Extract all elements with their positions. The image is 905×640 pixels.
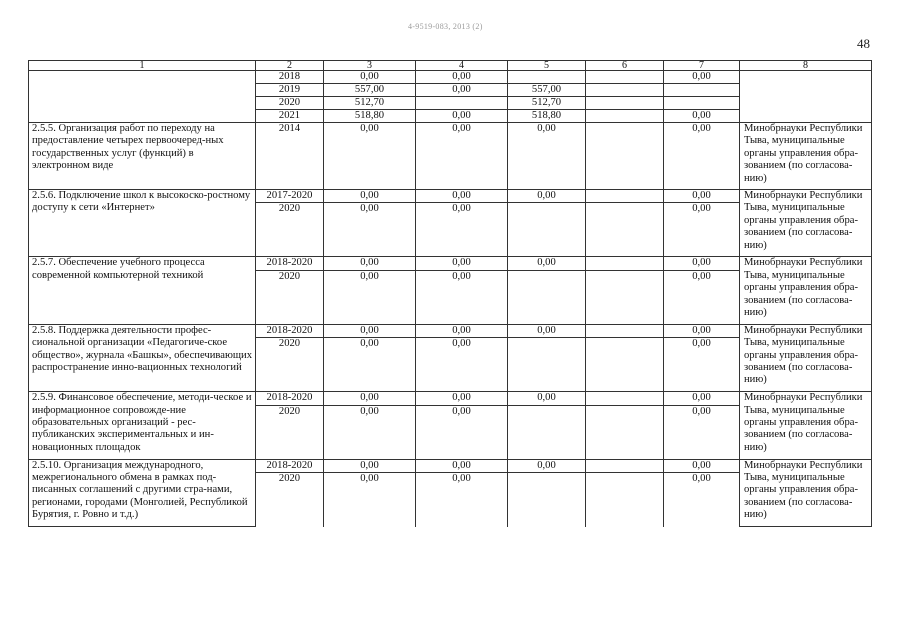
value-cell [664, 97, 740, 110]
period-cell: 2020 [256, 203, 324, 257]
period-cell: 2020 [256, 338, 324, 392]
year-cell: 2020 [256, 97, 324, 110]
column-header: 3 [324, 61, 416, 71]
value-cell [586, 270, 664, 324]
value-cell [508, 203, 586, 257]
period-cell: 2018-2020 [256, 324, 324, 337]
value-cell [586, 257, 664, 270]
value-cell: 0,00 [664, 392, 740, 405]
value-cell: 0,00 [324, 459, 416, 472]
value-cell [586, 203, 664, 257]
responsible-org: Минобрнауки Республики Тыва, муниципальные органы управления обра-зованием (по согласова-нию) [740, 257, 872, 324]
value-cell: 0,00 [664, 110, 740, 123]
period-cell: 2018-2020 [256, 392, 324, 405]
column-header: 1 [29, 61, 256, 71]
value-cell: 557,00 [508, 84, 586, 97]
value-cell [586, 459, 664, 472]
value-cell: 0,00 [416, 71, 508, 84]
value-cell: 0,00 [324, 257, 416, 270]
value-cell: 0,00 [664, 203, 740, 257]
value-cell: 0,00 [324, 405, 416, 459]
value-cell: 0,00 [416, 203, 508, 257]
value-cell: 512,70 [324, 97, 416, 110]
value-cell [508, 270, 586, 324]
value-cell [586, 473, 664, 527]
value-cell: 0,00 [508, 392, 586, 405]
value-cell: 0,00 [416, 405, 508, 459]
year-cell: 2019 [256, 84, 324, 97]
value-cell: 518,80 [324, 110, 416, 123]
column-header: 7 [664, 61, 740, 71]
value-cell: 0,00 [508, 459, 586, 472]
value-cell: 0,00 [324, 71, 416, 84]
value-cell: 0,00 [324, 392, 416, 405]
value-cell [586, 324, 664, 337]
measure-description: 2.5.6. Подключение школ к высокоско-ростному доступу к сети «Интернет» [29, 190, 256, 257]
value-cell: 0,00 [416, 190, 508, 203]
value-cell: 0,00 [324, 270, 416, 324]
measure-description: 2.5.10. Организация международного, межрегионального обмена в рамках под-писанных соглашений с другими стра-нами, регионами, городами (Монголией, Республикой Бурятия, г. Ровно и т.д.) [29, 459, 256, 526]
value-cell: 0,00 [416, 123, 508, 190]
value-cell: 0,00 [324, 203, 416, 257]
measure-description: 2.5.5. Организация работ по переходу на предоставление четырех первоочеред-ных государственных услуг (функций) в электронном виде [29, 123, 256, 190]
column-header: 2 [256, 61, 324, 71]
page-number: 48 [857, 36, 870, 51]
responsible-org: Минобрнауки Республики Тыва, муниципальные органы управления обра-зованием (по согласова-нию) [740, 392, 872, 459]
table-row [29, 190, 872, 203]
responsible-org: Минобрнауки Республики Тыва, муниципальные органы управления обра-зованием (по согласова-нию) [740, 123, 872, 190]
value-cell [664, 84, 740, 97]
value-cell [508, 473, 586, 527]
value-cell: 0,00 [416, 473, 508, 527]
value-cell [586, 97, 664, 110]
value-cell: 0,00 [324, 324, 416, 337]
value-cell: 0,00 [416, 459, 508, 472]
value-cell: 512,70 [508, 97, 586, 110]
table-header-row [29, 61, 872, 71]
period-cell: 2018-2020 [256, 257, 324, 270]
column-header: 6 [586, 61, 664, 71]
value-cell: 0,00 [508, 123, 586, 190]
period-cell: 2020 [256, 270, 324, 324]
year-cell: 2018 [256, 71, 324, 84]
measure-description: 2.5.7. Обеспечение учебного процесса современной компьютерной техникой [29, 257, 256, 324]
value-cell: 0,00 [416, 257, 508, 270]
value-cell: 0,00 [664, 338, 740, 392]
table-row [29, 459, 872, 472]
value-cell: 0,00 [416, 324, 508, 337]
value-cell: 0,00 [664, 123, 740, 190]
value-cell: 0,00 [416, 110, 508, 123]
year-cell: 2021 [256, 110, 324, 123]
program-table [28, 60, 872, 527]
value-cell: 0,00 [664, 257, 740, 270]
value-cell: 0,00 [416, 84, 508, 97]
period-cell: 2017-2020 [256, 190, 324, 203]
column-header: 4 [416, 61, 508, 71]
value-cell [586, 190, 664, 203]
value-cell [586, 110, 664, 123]
value-cell [586, 405, 664, 459]
value-cell [586, 71, 664, 84]
value-cell: 0,00 [324, 123, 416, 190]
value-cell: 0,00 [508, 257, 586, 270]
measure-description: 2.5.8. Поддержка деятельности профес-сиональной организации «Педагогиче-ское общество», журнала «Башкы», обеспечивающих распространение инно-вационных технологий [29, 324, 256, 391]
value-cell: 518,80 [508, 110, 586, 123]
value-cell: 0,00 [416, 338, 508, 392]
value-cell [416, 97, 508, 110]
document-stamp: 4-9519-083, 2013 (2) [408, 22, 483, 31]
value-cell: 0,00 [664, 270, 740, 324]
responsible-org: Минобрнауки Республики Тыва, муниципальные органы управления обра-зованием (по согласова-нию) [740, 190, 872, 257]
value-cell: 0,00 [664, 405, 740, 459]
period-cell: 2014 [256, 123, 324, 190]
value-cell: 0,00 [416, 270, 508, 324]
table-row [29, 257, 872, 270]
value-cell: 0,00 [324, 338, 416, 392]
value-cell: 0,00 [664, 473, 740, 527]
column-header: 5 [508, 61, 586, 71]
period-cell: 2020 [256, 405, 324, 459]
value-cell [586, 123, 664, 190]
value-cell: 0,00 [664, 190, 740, 203]
table-row [29, 123, 872, 190]
value-cell: 0,00 [508, 190, 586, 203]
value-cell [586, 84, 664, 97]
value-cell: 0,00 [664, 459, 740, 472]
responsible-org: Минобрнауки Республики Тыва, муниципальные органы управления обра-зованием (по согласова-нию) [740, 324, 872, 391]
value-cell [508, 71, 586, 84]
value-cell: 0,00 [416, 392, 508, 405]
value-cell [508, 405, 586, 459]
period-cell: 2018-2020 [256, 459, 324, 472]
column-header: 8 [740, 61, 872, 71]
responsible-org: Минобрнауки Республики Тыва, муниципальные органы управления обра-зованием (по согласова-нию) [740, 459, 872, 526]
value-cell: 0,00 [324, 473, 416, 527]
continuation-desc-cell [29, 71, 256, 123]
table-row [29, 324, 872, 337]
table-row [29, 392, 872, 405]
value-cell: 0,00 [324, 190, 416, 203]
value-cell [508, 338, 586, 392]
value-cell: 0,00 [664, 71, 740, 84]
value-cell: 0,00 [664, 324, 740, 337]
value-cell: 0,00 [508, 324, 586, 337]
table-row [29, 71, 872, 84]
period-cell: 2020 [256, 473, 324, 527]
value-cell [586, 392, 664, 405]
value-cell [586, 338, 664, 392]
value-cell: 557,00 [324, 84, 416, 97]
continuation-org-cell [740, 71, 872, 123]
measure-description: 2.5.9. Финансовое обеспечение, методи-ческое и информационное сопровожде-ние образовательных организаций - рес-публиканских экспериментальных и ин-новационных площадок [29, 392, 256, 459]
